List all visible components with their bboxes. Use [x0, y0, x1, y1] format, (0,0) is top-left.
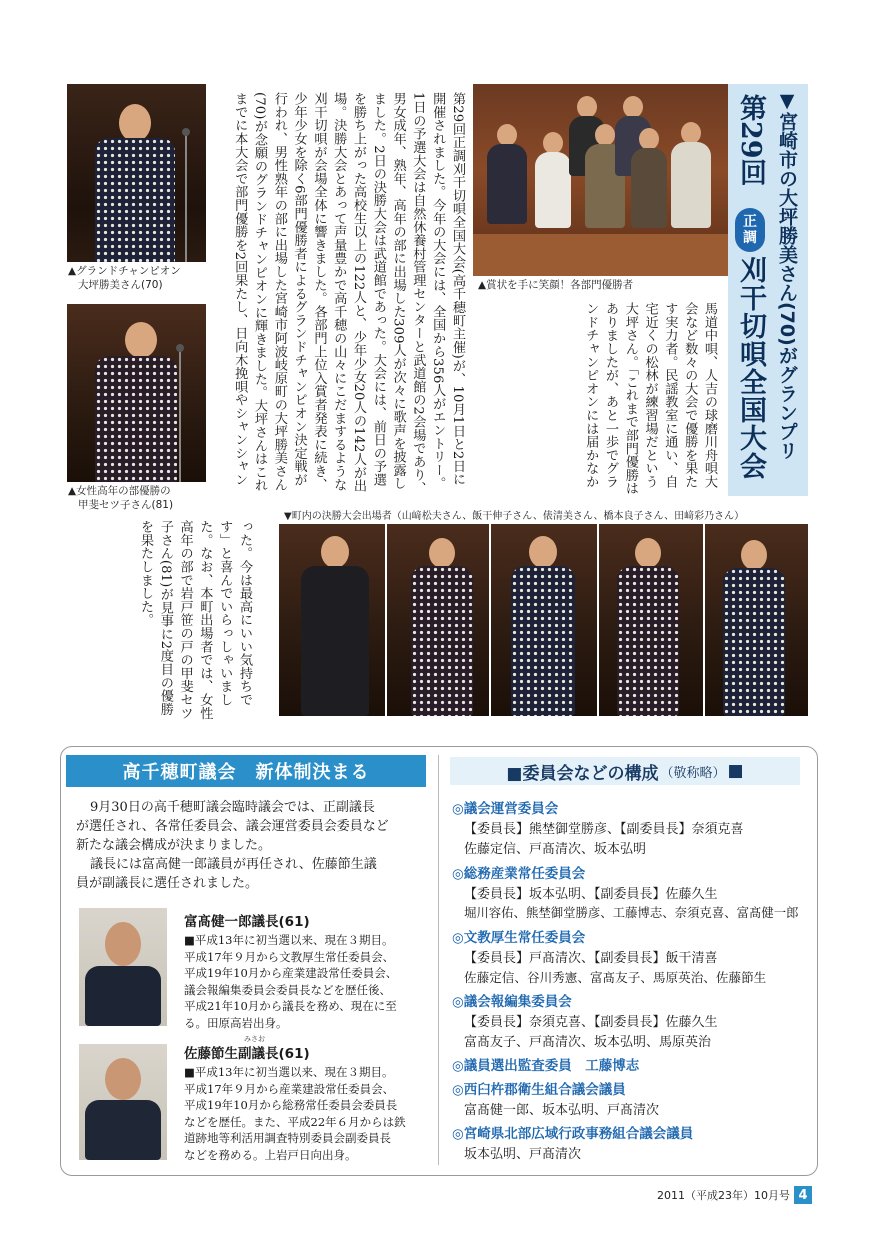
committee-general-affairs-members: 堀川容佑、熊埜御堂勝彦、工藤博志、奈須克喜、富髙健一郎 — [464, 905, 799, 920]
committee-sanitation-union-members: 富髙健一郎、坂本弘明、戸髙清次 — [464, 1103, 660, 1118]
article-body-upper-right — [567, 302, 719, 496]
committee-regional-union-members: 坂本弘明、戸髙清次 — [464, 1147, 582, 1162]
section-divider — [438, 755, 439, 1165]
vice-chair-name-ruby: みさお — [244, 1035, 265, 1043]
photo-award-winners-caption: ▲賞状を手に笑顔！各部門優勝者 — [478, 279, 634, 291]
photo-women-senior-winner-caption: ▲女性高年の部優勝の 甲斐セツ子さん(81) — [68, 485, 174, 511]
photo-grand-champion — [67, 84, 206, 262]
vice-chair-portrait — [79, 1044, 167, 1160]
article-body-block-2: 第29回正調刈干切唄全国大会(高千穂町主催)が、10月1日と2日に開催されました。今年の大会には、全国から356人がエントリー。1日の予選大会は自然休養村管理センターと武道館の2会場であり、男女成年、熟年、高年の部に出場した309人が次々に歌声を披露しました。2日の決勝大会は武道館であった。大会には、前日の予選を勝ち上がった高校生以上の122人と、少年少女20人の142人が出場。決勝大会とあって声量豊かで高千穂の山々にこだまするような刈干切唄が会場全体に響きました。各部門上位入賞者発表に続き、少年少女を除く6部門優勝者によるグランドチャンピオン決定戦が行われ、男性熟年の部に出場した宮崎市阿波岐原町の大坪勝美さん(70)が念願のグランドチャンピオンに輝きました。大坪さんはこれまでに本大会で部門優勝を2回果たし、日向木挽唄やシャンシャン — [232, 92, 465, 495]
committee-steering-members: 佐藤定信、戸髙清次、坂本弘明 — [464, 842, 647, 857]
article-heading-banner — [728, 84, 808, 496]
committee-general-affairs-officers: 【委員長】坂本弘明、【副委員長】佐藤久生 — [464, 887, 718, 902]
chair-bio: ■平成13年に初当選以来、現在３期目。 平成17年９月から文教厚生常任委員会、 平成19年10月から産業建設常任委員会、 議会報編集委員会委員長などを歴任後、 平成21年10月から議長を務め、現在に至 る。田原高岩出身。 — [184, 933, 398, 1030]
committee-general-affairs: ◎総務産業常任委員会 — [452, 866, 586, 882]
committee-education-welfare: ◎文教厚生常任委員会 — [452, 930, 586, 946]
council-intro: 9月30日の高千穂町議会臨時議会では、正副議長 が選任され、各常任委員会、議会運営委員会委員など 新たな議会構成が決まりました。 議長には富高健一郎議員が再任され、佐藤節生議 員が副議長に選任されました。 — [76, 800, 389, 891]
photo-grand-champion-caption: ▲グランドチャンピオン 大坪勝美さん(70) — [68, 265, 181, 291]
vice-chair-name: 佐藤節生副議長(61) — [184, 1046, 310, 1062]
article-body-block-1: 馬道中唄、人吉の球磨川舟唄大会など数々の大会で優勝を果たす実力者。民謡教室に通い、自宅近くの松林が練習場だという大坪さん。「これまで部門優勝はありましたが、あと一歩でグランドチャンピオンには届かなか — [583, 302, 717, 495]
article-body-block-3: った。今は最高にいい気持ちです」と喜んでいらっしゃいました。なお、本町出場者では、女性高年の部で岩戸笹の戸の甲斐セツ子さん(81)が見事に2度目の優勝を果たしました。 — [138, 520, 252, 720]
chair-name: 富髙健一郎議長(61) — [184, 914, 310, 930]
page-footer — [657, 1186, 812, 1204]
photo-women-senior-winner — [67, 304, 206, 482]
article-heading-badge: 正 調 — [735, 208, 765, 252]
article-body-lower — [70, 520, 254, 724]
committee-education-welfare-officers: 【委員長】戸髙清次、【副委員長】飯干清喜 — [464, 951, 718, 966]
committee-newsletter-officers: 【委員長】奈須克喜、【副委員長】佐藤久生 — [464, 1015, 718, 1030]
chair-portrait — [79, 908, 167, 1026]
vice-chair-bio: ■平成13年に初当選以来、現在３期目。 平成17年９月から産業建設常任委員会、 平成19年10月から総務常任委員会委員長 などを歴任。また、平成22年６月からは鉄 道跡地等利活用調査特別委員会副委員長 などを務める。上岩戸日向出身。 — [184, 1065, 406, 1162]
committee-auditor: ◎議員選出監査委員 工藤博志 — [452, 1058, 640, 1074]
article-heading-sub: ▼宮崎市の大坪勝美さん(70)がグランプリ — [776, 90, 798, 460]
committees-title: ■委員会などの構成 （敬称略） ■ — [450, 757, 800, 785]
article-body-upper-left — [220, 92, 467, 496]
photo-local-finalists-caption: ▼町内の決勝大会出場者（山﨑松夫さん、飯干伸子さん、俵清美さん、橋本良子さん、田﨑彩乃さん） — [284, 511, 745, 522]
article-heading-main: 刈干切唄全国大会 — [735, 256, 766, 480]
committee-sanitation-union: ◎西臼杵郡衛生組合議会議員 — [452, 1082, 626, 1098]
photo-local-finalists — [279, 524, 808, 716]
committee-regional-union: ◎宮崎県北部広域行政事務組合議会議員 — [452, 1126, 694, 1142]
article-heading-num: 第29回 — [735, 94, 766, 186]
committee-newsletter-members: 富髙友子、戸髙清次、坂本弘明、馬原英治 — [464, 1035, 712, 1050]
page-number: 4 — [794, 1186, 812, 1204]
committee-newsletter: ◎議会報編集委員会 — [452, 994, 572, 1010]
council-title: 高千穂町議会 新体制決まる — [66, 755, 426, 787]
committee-steering-officers: 【委員長】熊埜御堂勝彦、【副委員長】奈須克喜 — [464, 822, 744, 837]
photo-award-winners — [473, 84, 731, 276]
committee-education-welfare-members: 佐藤定信、谷川秀憲、富髙友子、馬原英治、佐藤節生 — [464, 970, 767, 985]
committee-steering: ◎議会運営委員会 — [452, 801, 559, 817]
issue-label: 2011（平成23年）10月号 — [657, 1189, 790, 1202]
